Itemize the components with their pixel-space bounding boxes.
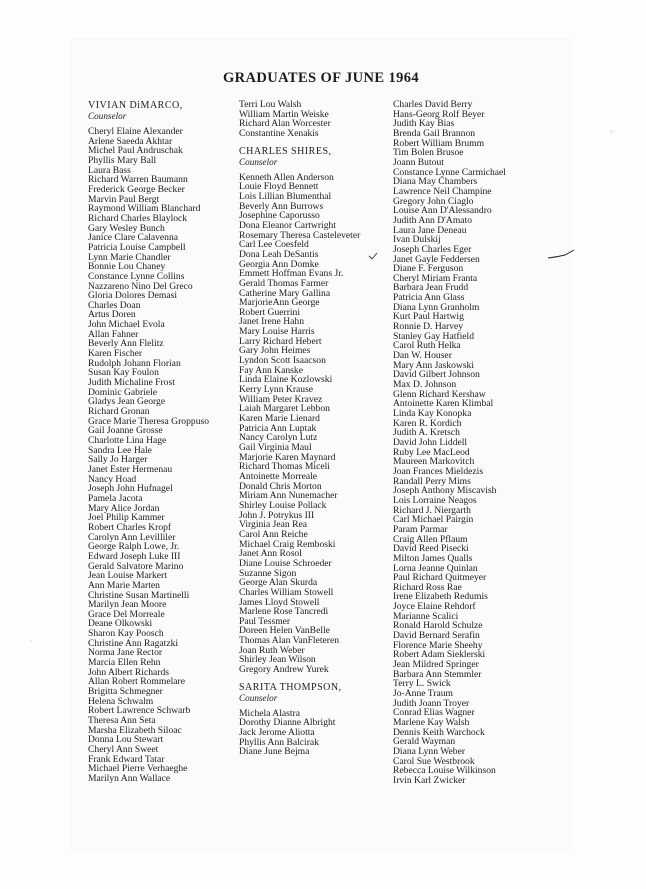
graduate-name: Robert Charles Kropf: [88, 521, 172, 533]
graduate-name: Irvin Karl Zwicker: [393, 774, 466, 786]
graduate-name: Patricia Ann Glass: [393, 292, 465, 304]
graduate-name: Joyce Elaine Rehdorf: [393, 601, 476, 613]
page-title: GRADUATES OF JUNE 1964: [222, 70, 420, 86]
graduate-name: Janet Ann Rosol: [239, 548, 302, 560]
graduate-name: Karen Fischer: [88, 348, 143, 360]
graduate-name: Jack Jerome Aliotta: [239, 727, 315, 739]
graduate-name: Gerald Thomas Farmer: [239, 277, 329, 289]
graduate-name: Allan Robert Rommelare: [88, 676, 185, 688]
handwritten-dash-icon: [547, 249, 575, 261]
graduate-name: John J. Potrykus III: [239, 509, 315, 521]
graduate-name: Norma Jane Rector: [88, 647, 163, 659]
graduate-name: Diane June Bejma: [239, 746, 310, 758]
graduate-name: Jo-Anne Traum: [393, 688, 453, 700]
graduate-name: Donald Chris Morton: [239, 480, 322, 492]
graduate-name: Antoinette Morreale: [239, 470, 318, 482]
graduate-name: Marvin Paul Bergt: [88, 193, 160, 205]
graduate-name: Dona Leah DeSantis: [239, 248, 319, 260]
graduate-name: Nancy Hoad: [88, 473, 137, 485]
graduate-name: Carol Ann Reiche: [239, 528, 308, 540]
graduate-name: Frank Edward Tatar: [88, 753, 165, 765]
graduate-name: Kurt Paul Hartwig: [393, 311, 464, 323]
graduate-name: Louise Ann D'Alessandro: [393, 205, 492, 217]
graduate-name: Janet Ester Hermenau: [88, 463, 173, 475]
graduate-name: Nancy Carolyn Lutz: [239, 432, 318, 444]
graduate-name: Charlotte Lina Hage: [88, 435, 167, 446]
counselor-heading: [239, 682, 389, 703]
graduate-name: Bonnie Lou Chaney: [88, 261, 166, 273]
counselor-name: SARITA THOMPSON,: [239, 681, 342, 693]
graduate-name: Max D. Johnson: [393, 379, 457, 391]
graduate-name: MarjorieAnn George: [239, 297, 320, 309]
graduate-name: Joan Ruth Weber: [239, 644, 305, 656]
graduate-name: Joseph Charles Eger: [393, 243, 472, 255]
graduate-name: Irene Elizabeth Redumis: [393, 591, 488, 603]
graduate-name: Arlene Saeeda Akhtar: [88, 135, 173, 147]
graduate-name: Diane F. Ferguson: [393, 263, 464, 275]
graduate-name: Mary Louise Harris: [239, 326, 315, 338]
graduate-name: Dan W. Houser: [393, 350, 452, 362]
graduate-name: Cheryl Ann Sweet: [88, 744, 159, 755]
graduate-name: Lorna Jeanne Quinlan: [393, 562, 478, 574]
graduate-name: Linda Elaine Kozlowski: [239, 374, 333, 386]
graduate-name: Rudolph Johann Florian: [88, 357, 181, 369]
graduate-name: Barbara Jean Frudd: [393, 282, 469, 294]
graduate-name: Cheryl Miriam Franta: [393, 272, 478, 284]
graduate-name: Lyndon Scott Isaacson: [239, 355, 326, 367]
graduate-name: Param Parmar: [393, 523, 448, 535]
graduate-name: Judith Joann Troyer: [393, 697, 470, 709]
graduate-name: Phyllis Ann Balcirak: [239, 736, 319, 748]
graduate-name: Edward Joseph Luke III: [88, 550, 181, 562]
graduate-name: Janice Clare Calavenna: [88, 232, 179, 244]
graduate-name: Judith Michaline Frost: [88, 377, 175, 389]
graduate-name: Laiah Margaret Lebbon: [239, 403, 330, 415]
graduate-name: Brenda Gail Brannon: [393, 127, 476, 139]
column-3: [393, 100, 569, 786]
graduate-name: Craig Allen Pflaum: [393, 533, 468, 545]
graduate-name: David Reed Pisecki: [393, 543, 469, 555]
graduate-name: Hans-Georg Rolf Beyer: [393, 108, 485, 120]
graduate-name: Donna Lou Stewart: [88, 734, 164, 746]
graduate-name: Judith Kay Bias: [393, 118, 455, 130]
graduate-name: Lynn Marie Chandler: [88, 251, 171, 263]
graduate-name: Thomas Alan VanFleteren: [239, 635, 340, 647]
graduate-name: Gerald Wayman: [393, 736, 456, 748]
graduate-name: Terri Lou Walsh: [239, 99, 302, 110]
graduate-name: Karen Marie Lienard: [239, 413, 320, 425]
graduate-name: Raymond William Blanchard: [88, 203, 201, 215]
graduate-name: Lawrence Neil Champine: [393, 185, 492, 197]
graduate-name: Dorothy Dianne Albright: [239, 717, 336, 729]
graduate-name: Richard Ross Rae: [393, 581, 462, 593]
graduate-name: Diana May Chambers: [393, 176, 478, 188]
graduate-name: Conrad Elias Wagner: [393, 707, 475, 719]
graduate-name: Antoinette Karen Klimbal: [393, 398, 494, 410]
graduate-name: Marianne Scalici: [393, 610, 459, 622]
graduate-name: Patricia Ann Luptak: [239, 422, 317, 434]
graduate-name: Marlene Kay Walsh: [393, 717, 470, 728]
graduate-name: Janet Gayle Feddersen: [393, 253, 480, 265]
graduate-name: Michela Alastra: [239, 707, 301, 719]
graduate-name: Randall Perry Mims: [393, 475, 471, 487]
graduate-name: Gregory Andrew Yurek: [239, 664, 329, 676]
graduate-name: Richard J. Niergarth: [393, 504, 471, 516]
graduate-name: Constance Lynne Collins: [88, 270, 185, 282]
graduate-name: Artus Doren: [88, 309, 136, 321]
graduate-name: Ann Marie Marten: [88, 579, 160, 591]
graduate-name: Constantine Xenakis: [239, 127, 319, 139]
graduate-name: Robert Lawrence Schwarb: [88, 705, 191, 717]
graduate-name: George Ralph Lowe, Jr.: [88, 541, 180, 553]
graduate-name: Joan Frances Mieldezis: [393, 465, 484, 477]
graduate-name: Ronnie D. Harvey: [393, 321, 464, 333]
graduate-list: [239, 173, 389, 675]
graduate-name: Theresa Ann Seta: [88, 715, 156, 727]
graduate-name: Carol Ruth Helka: [393, 340, 461, 352]
graduate-name: David Bernard Serafin: [393, 630, 480, 642]
graduate-name: Marjorie Karen Maynard: [239, 451, 336, 463]
graduate-name: Ivan Dulskij: [393, 234, 441, 246]
graduate-name: Michael Pierre Verhaeghe: [88, 763, 188, 775]
graduate-name: Kenneth Allen Anderson: [239, 171, 334, 183]
graduate-name: George Alan Skurda: [239, 577, 318, 589]
counselor-heading: [88, 100, 238, 121]
graduate-list: [88, 127, 238, 784]
graduate-name: Paul Richard Quitmeyer: [393, 572, 487, 584]
graduate-name: Georgia Ann Domke: [239, 258, 319, 270]
graduate-name: Tim Bolen Brusoe: [393, 147, 464, 159]
graduate-name: Josephine Caporusso: [239, 210, 320, 222]
graduate-name: Suzanne Sigon: [239, 567, 297, 579]
graduate-name: Diana Lynn Weber: [393, 745, 466, 757]
graduate-name: Michel Paul Andruschak: [88, 145, 183, 157]
graduate-name: Dona Eleanor Cartwright: [239, 219, 336, 231]
graduate-name: Helena Schwalm: [88, 695, 154, 707]
graduate-name: Robert William Brumm: [393, 137, 485, 149]
graduate-name: John Michael Evola: [88, 319, 165, 331]
graduate-name: Shirley Jean Wilson: [239, 654, 316, 666]
graduate-name: David John Liddell: [393, 436, 468, 448]
graduate-name: Larry Richard Hebert: [239, 335, 322, 347]
counselor-name: CHARLES SHIRES,: [239, 145, 332, 157]
graduate-name: Charles David Berry: [393, 99, 473, 110]
graduate-name: Gerald Salvatore Marino: [88, 560, 184, 572]
graduate-name: Gregory John Ciaglo: [393, 195, 474, 207]
graduate-name: Miriam Ann Nunemacher: [239, 490, 338, 502]
graduate-name: Richard Gronan: [88, 406, 150, 418]
graduate-name: Carol Sue Westbrook: [393, 755, 475, 767]
check-mark-icon: [368, 251, 378, 261]
graduate-name: Virginia Jean Rea: [239, 519, 307, 531]
graduate-name: Fay Ann Kanske: [239, 364, 303, 376]
graduate-name: Phyllis Mary Ball: [88, 154, 157, 166]
graduate-name: Joseph Anthony Miscavish: [393, 485, 497, 497]
graduate-list: [239, 100, 389, 139]
graduate-name: Milton James Qualls: [393, 552, 473, 564]
graduate-name: Joann Butout: [393, 156, 444, 168]
graduate-name: Robert Guerrini: [239, 306, 301, 318]
graduate-name: Rosemary Theresa Casteleveter: [239, 229, 361, 241]
graduate-name: Marilyn Jean Moore: [88, 599, 167, 611]
column-1: [88, 100, 238, 784]
column-2: [239, 100, 389, 757]
graduate-name: Glenn Richard Kershaw: [393, 388, 486, 400]
graduate-name: Richard Thomas Miceli: [239, 461, 330, 473]
graduate-name: David Gilbert Johnson: [393, 369, 480, 381]
graduate-name: Laura Jane Deneau: [393, 224, 467, 236]
graduate-name: Lois Lorraine Neagos: [393, 494, 477, 506]
graduate-name: Emmett Hoffman Evans Jr.: [239, 268, 344, 280]
graduate-name: Ronald Harold Schulze: [393, 620, 483, 632]
graduate-name: Gary John Heimes: [239, 345, 311, 357]
graduate-name: Rebecca Louise Wilkinson: [393, 765, 496, 777]
graduate-name: Mary Alice Jordan: [88, 502, 160, 514]
graduate-name: Gladys Jean George: [88, 396, 166, 408]
graduate-name: Susan Kay Foulon: [88, 367, 159, 379]
graduate-name: Marilyn Ann Wallace: [88, 772, 171, 784]
graduate-name: Linda Kay Konopka: [393, 408, 472, 419]
counselor-name: VIVIAN DiMARCO,: [88, 100, 183, 111]
graduate-name: Mary Ann Jaskowski: [393, 359, 475, 371]
graduate-name: Marlene Rose Tancredi: [239, 606, 329, 618]
graduate-name: Diane Louise Schroeder: [239, 557, 332, 569]
graduate-name: Sally Jo Harger: [88, 454, 148, 466]
document-page: [72, 40, 570, 850]
graduate-name: Shirley Louise Pollack: [239, 499, 327, 511]
graduate-name: Jean Louise Markert: [88, 570, 167, 582]
counselor-role: Counselor: [239, 692, 278, 703]
graduate-name: Maureen Markovitch: [393, 456, 475, 468]
graduate-name: Cheryl Elaine Alexander: [88, 126, 183, 137]
graduate-name: Deane Olkowski: [88, 618, 153, 630]
graduate-name: Charles Doan: [88, 299, 141, 311]
graduate-name: James Lloyd Stowell: [239, 596, 320, 608]
graduate-name: Lois Lillian Blumenthal: [239, 190, 332, 202]
graduate-name: Jean Mildred Springer: [393, 659, 479, 671]
graduate-name: Judith Ann D'Amato: [393, 214, 473, 226]
graduate-name: Christine Susan Martinelli: [88, 589, 190, 601]
graduate-name: Beverly Ann Burrows: [239, 200, 324, 212]
counselor-role: Counselor: [239, 156, 278, 167]
graduate-name: Brigitta Schmegner: [88, 686, 163, 698]
graduate-list: [239, 709, 389, 757]
graduate-name: Gary Wesley Bunch: [88, 222, 165, 234]
graduate-name: Nazzareno Nino Del Greco: [88, 280, 193, 292]
graduate-name: Louie Floyd Bennett: [239, 181, 319, 193]
graduate-name: Doreen Helen VanBelle: [239, 625, 330, 637]
graduate-name: John Albert Richards: [88, 666, 170, 678]
graduate-name: Janet Irene Hahn: [239, 316, 304, 328]
graduate-name: Florence Marie Sheehy: [393, 639, 483, 651]
graduate-name: Pamela Jacota: [88, 492, 143, 504]
graduate-name: Carl Lee Coesfeld: [239, 239, 309, 251]
graduate-name: Marcia Ellen Rehn: [88, 657, 161, 669]
graduate-name: Ruby Lee MacLeod: [393, 446, 470, 458]
graduate-name: Catherine Mary Gallina: [239, 287, 331, 299]
graduate-name: Joseph John Hufnagel: [88, 483, 173, 495]
graduate-name: Patricia Louise Campbell: [88, 241, 186, 253]
graduate-name: Stanley Gay Hatfield: [393, 330, 474, 342]
graduate-name: Richard Warren Baumann: [88, 174, 188, 186]
graduate-name: Beverly Ann Flelitz: [88, 338, 164, 350]
graduate-name: Richard Charles Blaylock: [88, 212, 188, 224]
graduate-name: Michael Craig Remboski: [239, 538, 336, 550]
graduate-list: [393, 100, 569, 786]
graduate-name: William Martin Weiske: [239, 108, 329, 120]
graduate-name: Frederick George Becker: [88, 183, 185, 195]
graduate-name: Richard Alan Worcester: [239, 118, 331, 130]
graduate-name: Paul Tessmer: [239, 615, 291, 627]
graduate-name: Carl Michael Pairgin: [393, 514, 474, 526]
graduate-name: Grace Del Morreale: [88, 608, 165, 620]
graduate-name: Laura Bass: [88, 164, 131, 176]
graduate-name: Marsha Elizabeth Siloac: [88, 724, 182, 736]
graduate-name: Kerry Lynn Krause: [239, 384, 314, 396]
graduate-name: Robert Adam Sieklerski: [393, 649, 486, 661]
paper-speck: [30, 640, 32, 642]
graduate-name: Grace Marie Theresa Groppuso: [88, 415, 210, 427]
graduate-name: Dominic Gabriele: [88, 386, 157, 398]
graduate-name: Allan Fahner: [88, 328, 139, 340]
counselor-heading: [239, 146, 389, 167]
graduate-name: Karen R. Kordich: [393, 417, 462, 429]
graduate-name: Terry L. Swick: [393, 678, 451, 690]
graduate-name: Diana Lynn Granholm: [393, 301, 480, 313]
graduate-name: Carolyn Ann Levilliler: [88, 531, 176, 543]
paper-speck: [610, 130, 613, 133]
graduate-name: Constance Lynne Carmichael: [393, 166, 506, 178]
graduate-name: Joel Philip Kammer: [88, 512, 165, 524]
graduate-name: Barbara Ann Stemmler: [393, 668, 482, 680]
graduate-name: Gail Virginia Maul: [239, 442, 312, 453]
graduate-name: Charles William Stowell: [239, 586, 334, 598]
graduate-name: Sandra Lee Hale: [88, 444, 152, 456]
graduate-name: William Peter Kravez: [239, 393, 323, 405]
counselor-role: Counselor: [88, 111, 127, 121]
graduate-name: Sharon Kay Poosch: [88, 628, 164, 640]
graduate-name: Judith A. Kretsch: [393, 427, 460, 439]
graduate-name: Dennis Keith Warchock: [393, 726, 485, 738]
graduate-name: Gail Joanne Grosse: [88, 425, 163, 437]
graduate-name: Gloria Dolores Demasi: [88, 290, 177, 302]
graduate-name: Christine Ann Ragatzki: [88, 637, 179, 649]
